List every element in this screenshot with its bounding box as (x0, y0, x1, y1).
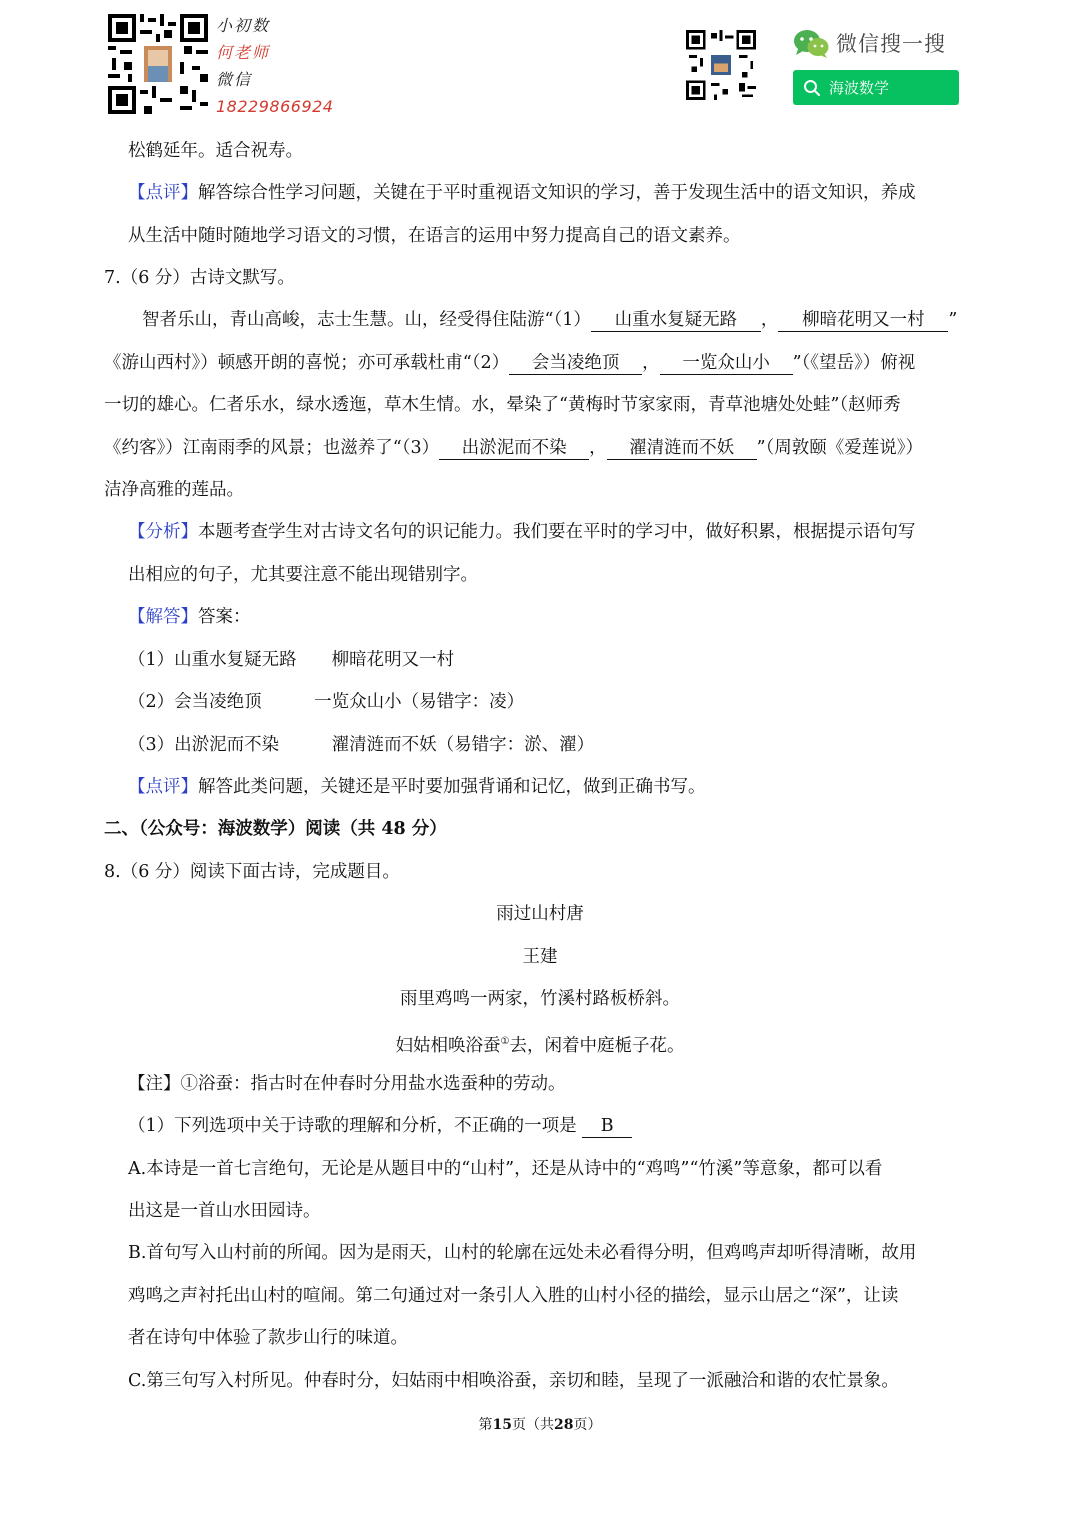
footer-text: 页（共 (512, 1417, 554, 1433)
wechat-search-text: 微信搜一搜 (836, 32, 946, 56)
paragraph-line: 松鹤延年。适合祝寿。 (128, 141, 303, 161)
option-a-line: A.本诗是一首七言绝句，无论是从题目中的“山村”，还是从诗中的“鸡鸣”“竹溪”等意象，都可以看 (128, 1159, 883, 1179)
search-button[interactable] (793, 70, 959, 105)
search-button-label: 海波数学 (829, 79, 890, 97)
comment-paragraph (128, 774, 980, 800)
line-text: 《游山西村》）顿感开朗的喜悦；亦可承载杜甫“（2） (104, 353, 510, 373)
wechat-search-brand (792, 28, 972, 60)
answer-tag: 【解答】 (128, 607, 198, 627)
poem-text: 妇姑相唤浴蚕 (395, 1036, 501, 1056)
question-7-line (142, 307, 980, 333)
comma: ， (642, 353, 660, 373)
answer-blank: 山重水复疑无路 (591, 309, 761, 332)
answer-line: （2）会当凌绝顶 一览众山小（易错字：凌） (128, 692, 525, 712)
comma: ， (589, 438, 607, 458)
page-footer (0, 1414, 1080, 1434)
answer-blank: 濯清涟而不妖 (607, 437, 757, 460)
answer-blank: 会当凌绝顶 (509, 352, 642, 375)
footer-text: 第 (478, 1417, 493, 1433)
answer-blank: 柳暗花明又一村 (778, 309, 948, 332)
poem-title: 雨过山村唐 (496, 904, 584, 924)
question-7-title: 7.（6 分）古诗文默写。 (104, 268, 295, 288)
qr-code-icon (686, 30, 756, 100)
comment-tag: 【点评】 (128, 777, 198, 797)
handwriting-line: 小初数 (216, 16, 271, 35)
question-7-line: 洁净高雅的莲品。 (104, 480, 244, 500)
comma: ， (760, 310, 779, 330)
question-text: （1）下列选项中关于诗歌的理解和分析，不正确的一项是 (128, 1116, 583, 1136)
option-b-line: 者在诗句中体验了款步山行的味道。 (128, 1328, 408, 1348)
question-7-line (104, 350, 980, 376)
poem-author: 王建 (522, 947, 558, 967)
comment-text: 解答此类问题，关键还是平时要加强背诵和记忆，做到正确书写。 (198, 777, 706, 797)
question-8-1 (128, 1113, 980, 1139)
section-heading: 二、（公众号：海波数学）阅读（共 48 分） (104, 819, 447, 839)
line-text: ”（周敦颐《爱莲说》） (756, 438, 924, 458)
poem-line (0, 1029, 1080, 1055)
wechat-icon (792, 28, 830, 60)
page-total: 28 (554, 1417, 574, 1433)
question-8-title: 8.（6 分）阅读下面古诗，完成题目。 (104, 862, 400, 882)
paragraph-line: 出相应的句子，尤其要注意不能出现错别字。 (128, 565, 478, 585)
poem-line: 雨里鸡鸣一两家，竹溪村路板桥斜。 (400, 989, 680, 1009)
line-text: ”（《望岳》）俯视 (792, 353, 916, 373)
answer-blank: B (582, 1115, 632, 1138)
answer-line: （1）山重水复疑无路 柳暗花明又一村 (128, 650, 455, 670)
analysis-text: 本题考查学生对古诗文名句的识记能力。我们要在平时的学习中，做好积累，根据提示语句写 (198, 522, 916, 542)
question-7-line (104, 435, 980, 461)
comment-tag: 【点评】 (128, 183, 198, 203)
analysis-paragraph (128, 519, 980, 545)
option-c-line: C.第三句写入村所见。仲春时分，妇姑雨中相唤浴蚕，亲切和睦，呈现了一派融洽和谐的农忙景象。 (128, 1371, 899, 1391)
search-icon (803, 79, 821, 97)
line-text: 《约客》）江南雨季的风景；也滋养了“（3） (104, 438, 440, 458)
option-b-line: B.首句写入山村前的所闻。因为是雨天，山村的轮廓在远处未必看得分明，但鸡鸣声却听得清晰，故用 (128, 1243, 917, 1263)
handwriting-teacher: 何老师 (216, 43, 271, 62)
paragraph-line: 从生活中随时随地学习语文的习惯，在语言的运用中努力提高自己的语文素养。 (128, 226, 741, 246)
qr-code-icon (108, 14, 208, 114)
line-text: 智者乐山，青山高峻，志士生慧。山，经受得住陆游“（1） (142, 310, 591, 330)
comment-text: 解答综合性学习问题，关键在于平时重视语文知识的学习，善于发现生活中的语文知识，养成 (198, 183, 916, 203)
phone-number: 18229866924 (216, 97, 334, 116)
answer-blank: 一览众山小 (660, 352, 793, 375)
option-a-line: 出这是一首山水田园诗。 (128, 1201, 321, 1221)
contact-handwriting (216, 12, 333, 120)
handwriting-wechat: 微信 (216, 70, 253, 89)
comment-paragraph (128, 180, 980, 206)
footer-text: 页） (573, 1417, 602, 1433)
footnote-marker: ① (500, 1036, 510, 1047)
analysis-tag: 【分析】 (128, 522, 198, 542)
line-text: ” (948, 310, 958, 330)
question-7-line: 一切的雄心。仁者乐水，绿水透迤，草木生情。水，晕染了“黄梅时节家家雨，青草池塘处处蛙”（赵师秀 (104, 395, 901, 415)
option-b-line: 鸡鸣之声衬托出山村的喧闹。第二句通过对一条引人入胜的山村小径的描绘，显示山居之“深”，让读 (128, 1286, 899, 1306)
poem-note: 【注】①浴蚕：指古时在仲春时分用盐水选蚕种的劳动。 (128, 1074, 566, 1094)
answer-text: 答案： (198, 607, 251, 627)
poem-text: 去，闲着中庭栀子花。 (509, 1036, 685, 1056)
answer-paragraph (128, 604, 980, 630)
answer-line: （3）出淤泥而不染 濯清涟而不妖（易错字：淤、濯） (128, 735, 595, 755)
page-header (0, 0, 1080, 130)
page-number: 15 (492, 1417, 512, 1433)
answer-blank: 出淤泥而不染 (439, 437, 589, 460)
